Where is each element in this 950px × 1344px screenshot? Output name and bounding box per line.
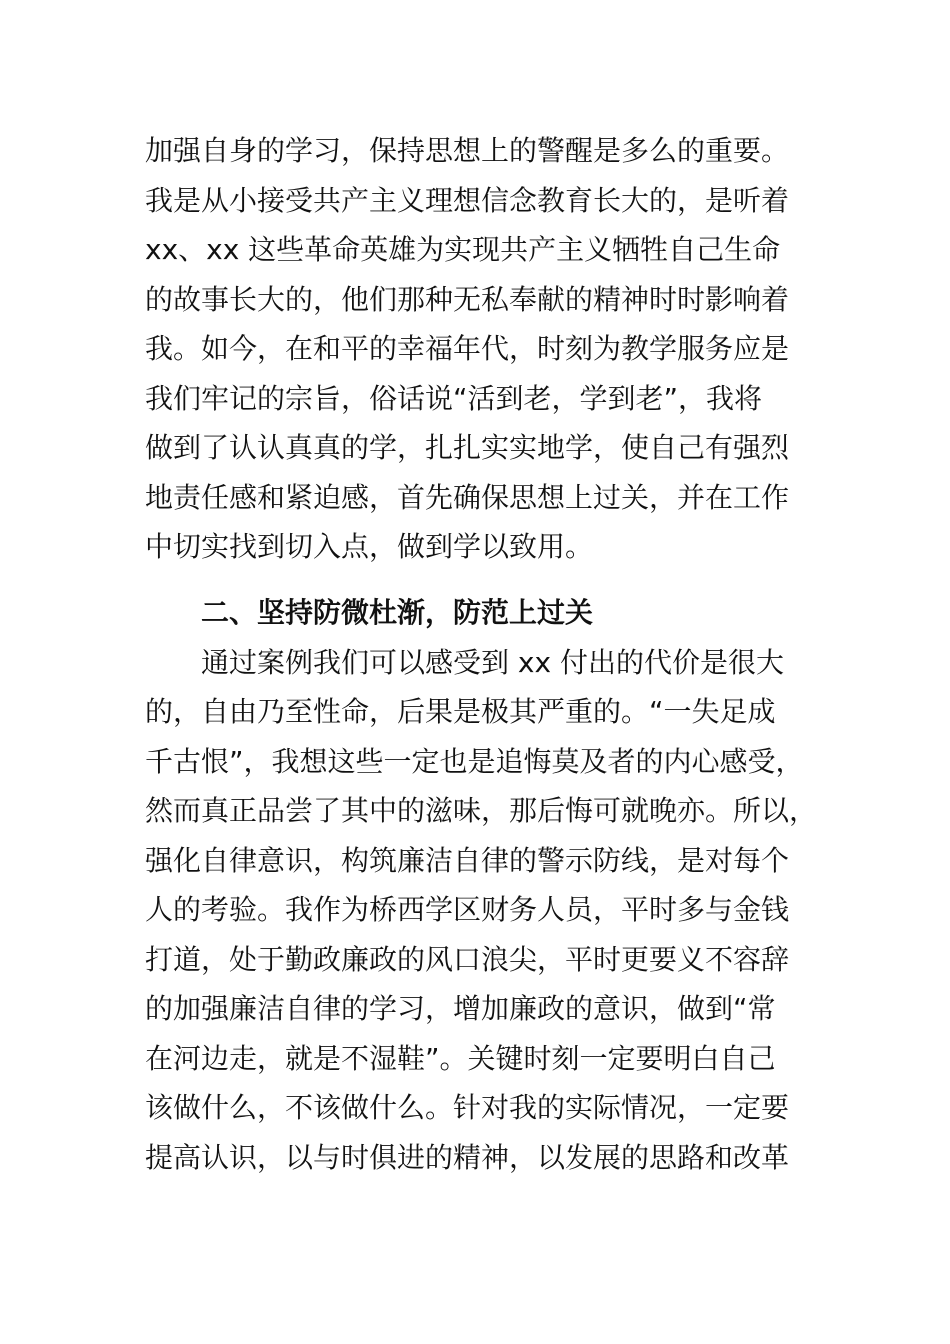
text-line: 该做什么，不该做什么。针对我的实际情况，一定要 [145,1091,790,1124]
text-line: 打道，处于勤政廉政的风口浪尖，平时更要义不容辞 [145,942,790,976]
section-heading: 二、坚持防微杜渐，防范上过关 [201,596,594,629]
text-line: 的，自由乃至性命，后果是极其严重的。“一失足成 [145,695,776,728]
text-line: 加强自身的学习，保持思想上的警醒是多么的重要。 [145,134,790,167]
text-line: 做到了认认真真的学，扎扎实实地学，使自己有强烈 [145,431,790,464]
text-line: 中切实找到切入点，做到学以致用。 [145,530,594,563]
text-line: 强化自律意识，构筑廉洁自律的警示防线，是对每个 [145,843,790,877]
text-line: 我是从小接受共产主义理想信念教育长大的，是听着 [145,183,790,217]
text-line: 人的考验。我作为桥西学区财务人员，平时多与金钱 [145,893,790,926]
text-line: 的加强廉洁自律的学习，增加廉政的意识，做到“常 [145,992,776,1025]
text-line: 我。如今，在和平的幸福年代，时刻为教学服务应是 [145,332,790,365]
text-line: 的故事长大的，他们那种无私奉献的精神时时影响着 [145,282,790,316]
text-line: 在河边走，就是不湿鞋”。关键时刻一定要明白自己 [145,1041,776,1075]
text-line: xx、xx 这些革命英雄为实现共产主义牺牲自己生命 [145,233,781,266]
text-line: 我们牢记的宗旨，俗话说“活到老，学到老”，我将 [145,381,763,415]
paragraph-continued [145,126,815,572]
section-two [145,588,818,1182]
text-line: 通过案例我们可以感受到 xx 付出的代价是很大 [201,645,784,679]
text-line: 提高认识，以与时俱进的精神，以发展的思路和改革 [145,1140,790,1174]
text-line: 地责任感和紧迫感，首先确保思想上过关，并在工作 [145,480,790,514]
text-line: 千古恨”，我想这些一定也是追悔莫及者的内心感受， [145,744,804,778]
text-line: 然而真正品尝了其中的滋味，那后悔可就晚亦。所以， [145,794,818,827]
